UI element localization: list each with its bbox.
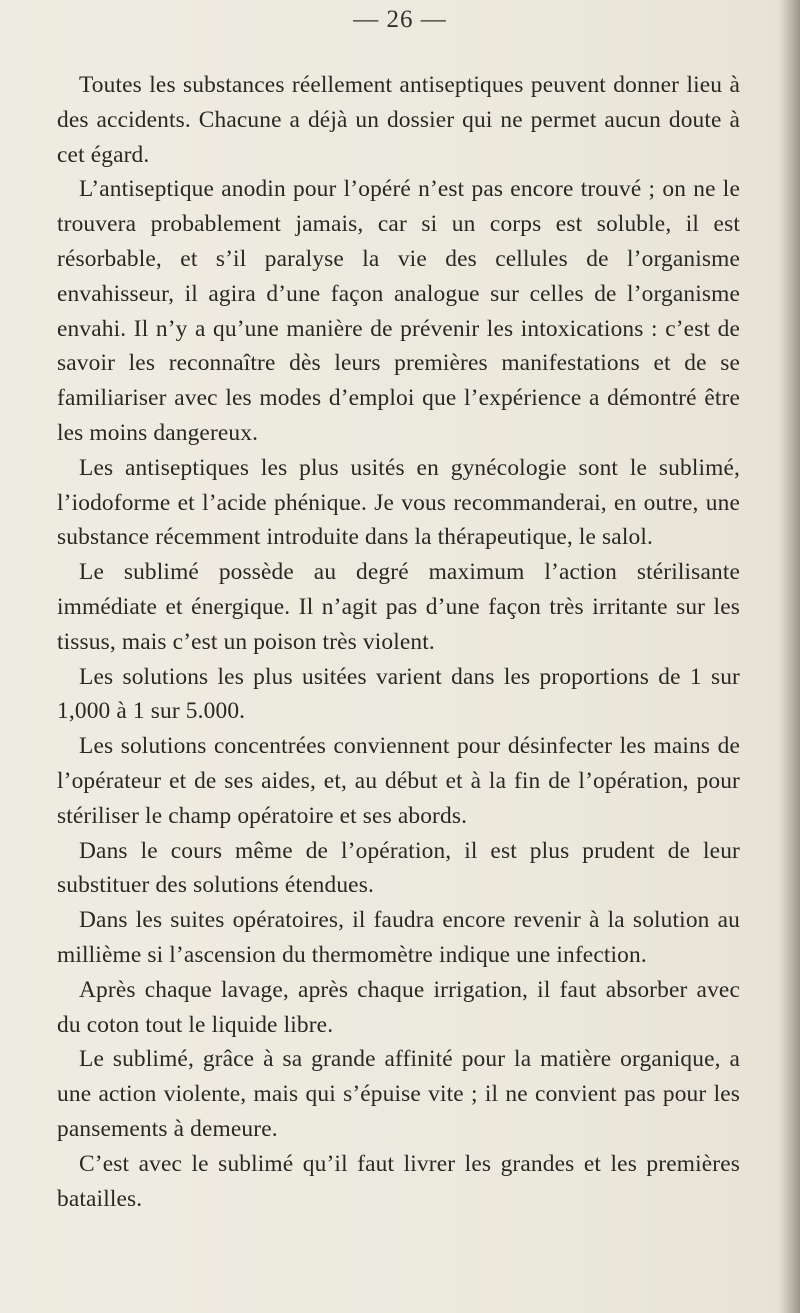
paragraph: L’antiseptique anodin pour l’opéré n’est pas encore trouvé ; on ne le trouvera probablement jamais, car si un corps est soluble, il est résorbable, et s’il paralyse la vie des cellules de l’organisme envahisseur, il agira d’une façon analogue sur celles de l’organisme envahi. Il n’y a qu’une manière de prévenir les intoxications : c’est de savoir les reconnaître dès leurs premières manifestations et de se familiariser avec les modes d’emploi que l’expérience a démontré être les moins dangereux. xyxy=(57,176,740,446)
paragraph: Le sublimé, grâce à sa grande affinité pour la matière organique, a une action violente, mais qui s’épuise vite ; il ne convient pas pour les pansements à demeure. xyxy=(57,1046,740,1142)
paragraph: Dans le cours même de l’opération, il est plus prudent de leur substituer des solutions étendues. xyxy=(57,837,740,899)
paragraph: Les solutions les plus usitées varient dans les proportions de 1 sur 1,000 à 1 sur 5.000. xyxy=(57,663,740,725)
page-number: — 26 — xyxy=(353,6,447,33)
paragraph: C’est avec le sublimé qu’il faut livrer les grandes et les premières batailles. xyxy=(57,1150,740,1212)
paragraph: Toutes les substances réellement antiseptiques peuvent donner lieu à des accidents. Chacune a déjà un dossier qui ne permet aucun doute à cet égard. xyxy=(57,72,740,168)
body-text xyxy=(57,68,740,1216)
paragraph: Après chaque lavage, après chaque irrigation, il faut absorber avec du coton tout le liquide libre. xyxy=(57,976,740,1038)
page-edge-shadow xyxy=(778,0,800,1313)
paragraph: Les antiseptiques les plus usités en gynécologie sont le sublimé, l’iodoforme et l’acide phénique. Je vous recommanderai, en outre, une substance récemment introduite dans la thérapeutique, le salol. xyxy=(57,454,740,551)
paragraph: Le sublimé possède au degré maximum l’action stérilisante immédiate et énergique. Il n’agit pas d’une façon très irritante sur les tissus, mais c’est un poison très violent. xyxy=(57,559,740,655)
paragraph: Les solutions concentrées conviennent pour désinfecter les mains de l’opérateur et de ses aides, et, au début et à la fin de l’opération, pour stériliser le champ opératoire et ses abords. xyxy=(57,733,740,829)
paragraph: Dans les suites opératoires, il faudra encore revenir à la solution au millième si l’ascension du thermomètre indique une infection. xyxy=(57,907,740,968)
